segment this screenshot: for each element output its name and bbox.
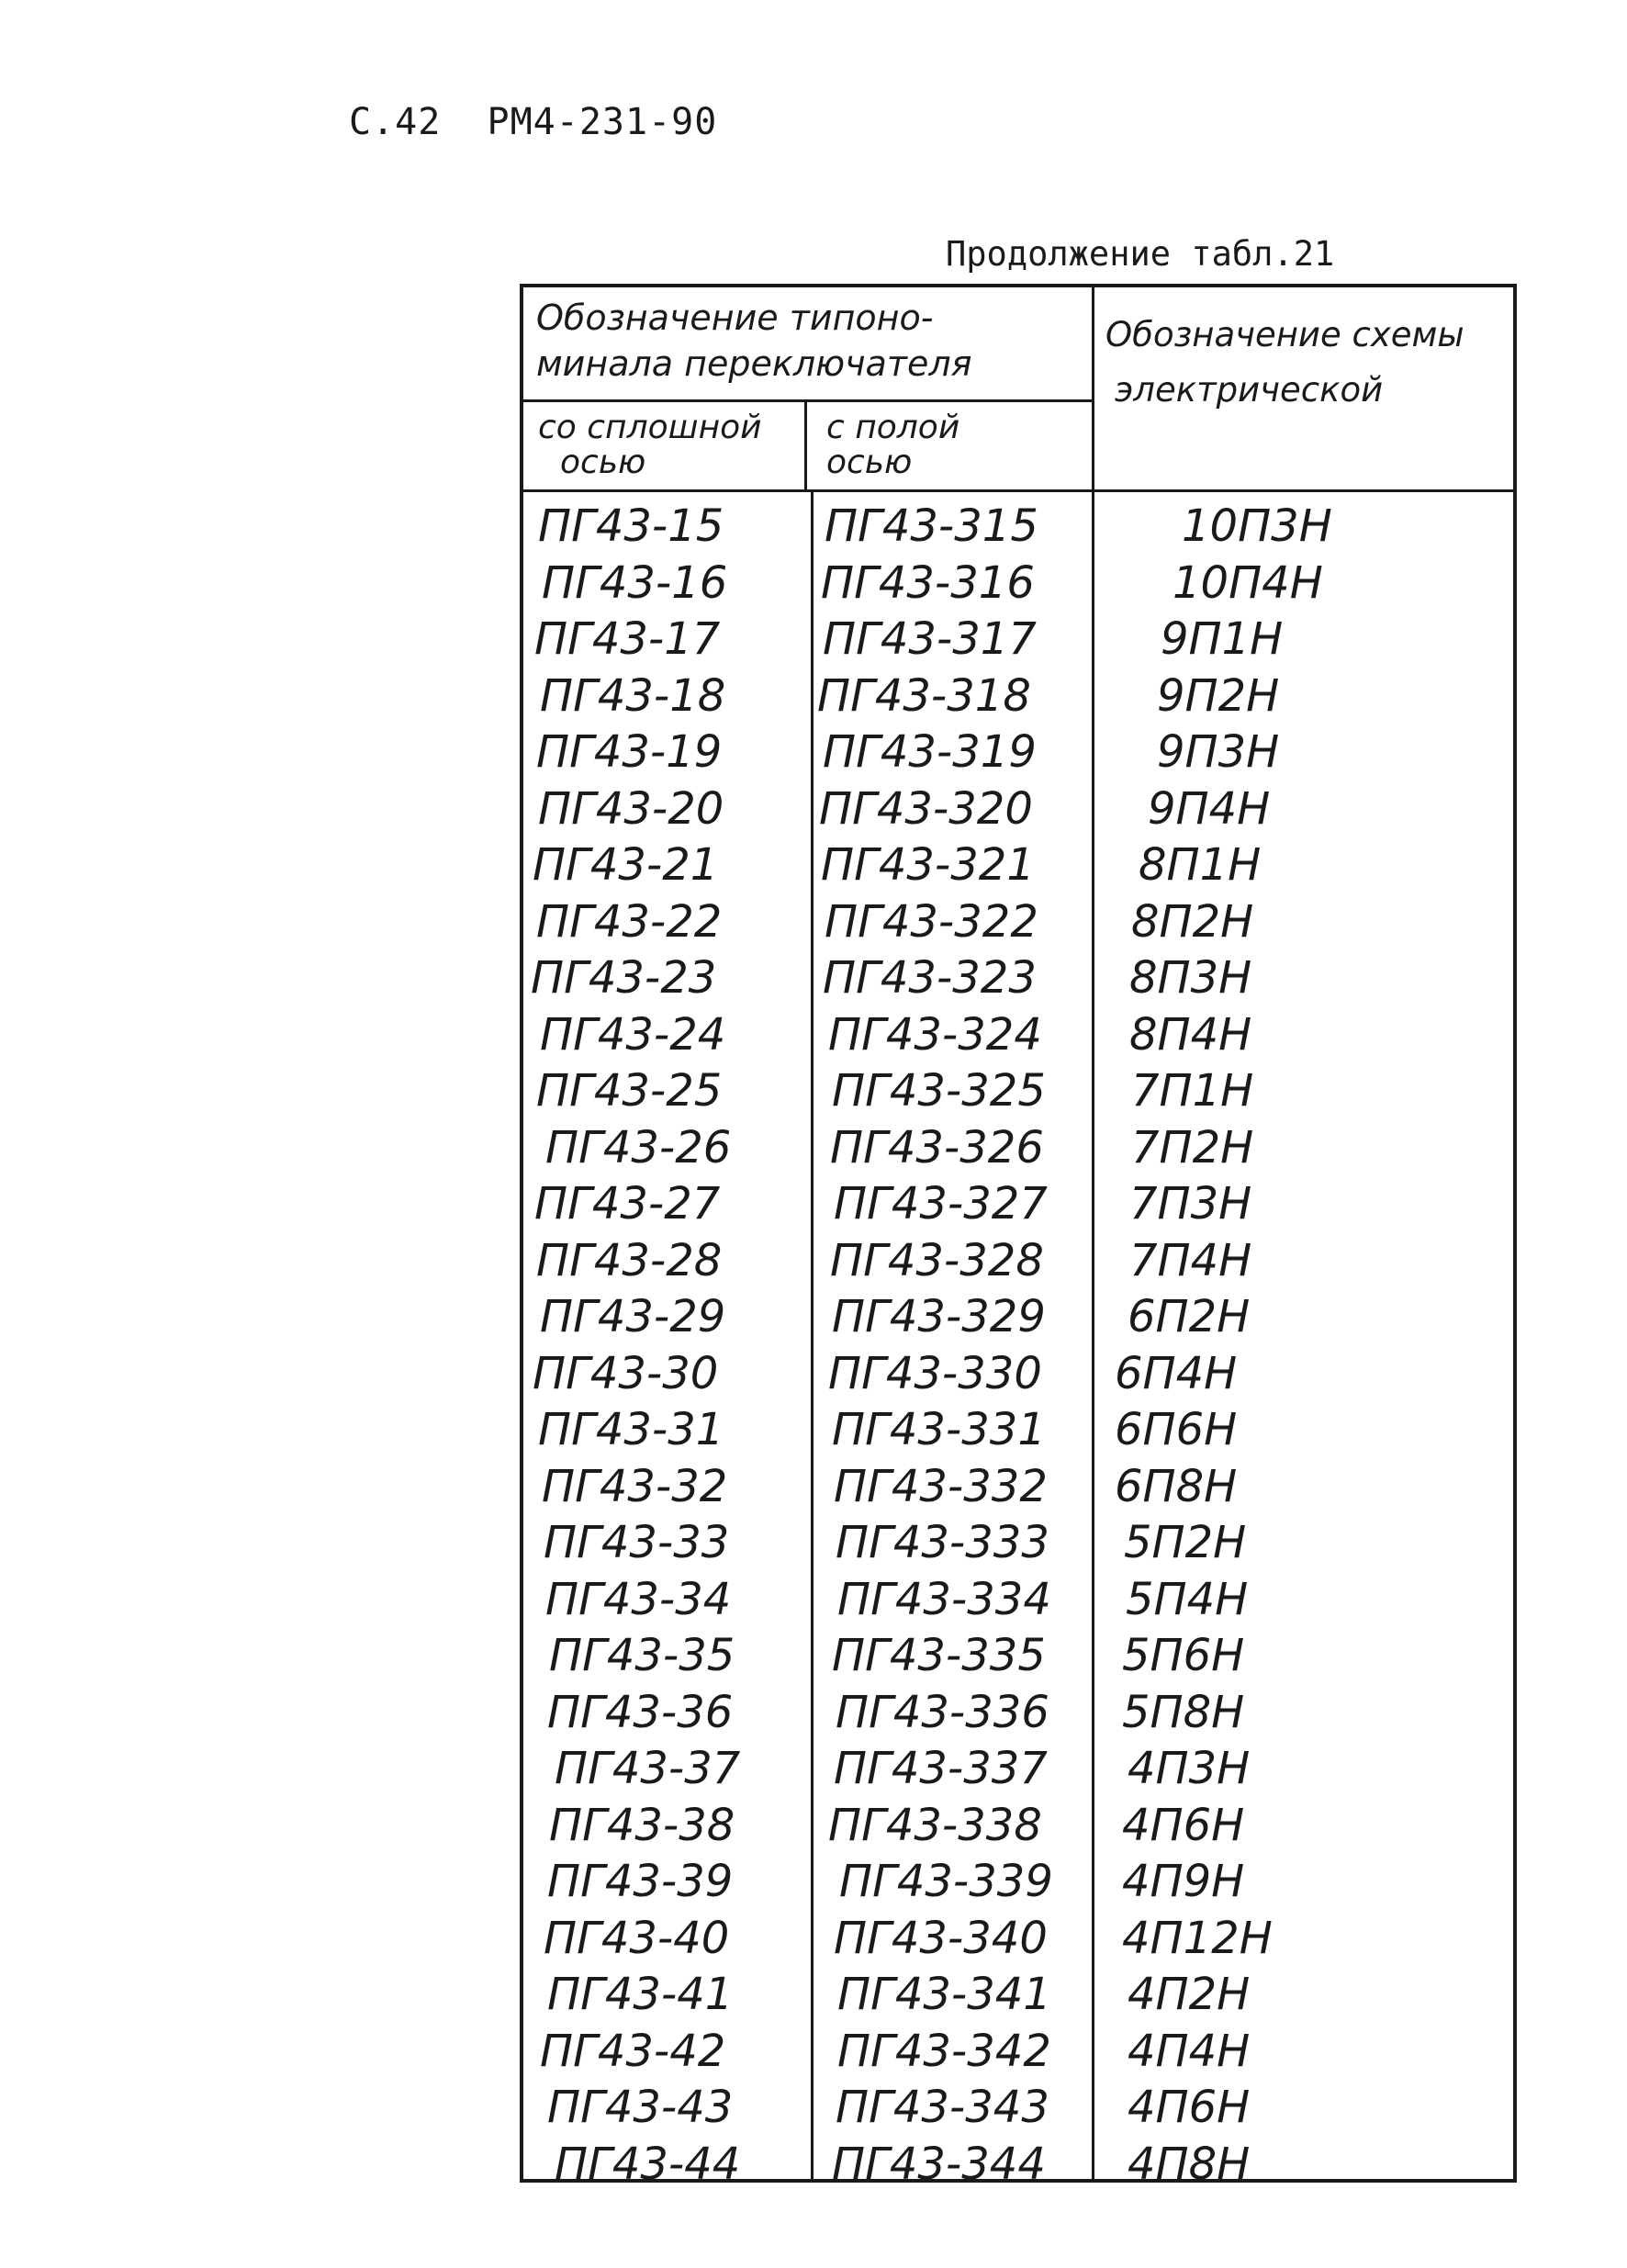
cell-scheme: 7П2Н	[1131, 1121, 1254, 1173]
cell-solid-axis: ПГ43-36	[547, 1686, 734, 1738]
cell-scheme: 9П3Н	[1157, 726, 1280, 778]
cell-solid-axis: ПГ43-18	[540, 669, 726, 722]
cell-solid-axis: ПГ43-19	[536, 726, 723, 778]
cell-scheme: 10П4Н	[1173, 556, 1323, 609]
cell-solid-axis: ПГ43-35	[549, 1630, 735, 1681]
cell-hollow-axis: ПГ43-329	[832, 1291, 1046, 1342]
cell-hollow-axis: ПГ43-333	[836, 1517, 1049, 1568]
cell-hollow-axis: ПГ43-331	[832, 1404, 1046, 1455]
cell-solid-axis: ПГ43-23	[531, 952, 717, 1004]
header-group-line-2: минала переключателя	[536, 343, 972, 384]
cell-scheme: 7П3Н	[1129, 1178, 1252, 1229]
divider-header-body	[523, 489, 1517, 492]
cell-hollow-axis: ПГ43-322	[825, 895, 1038, 948]
cell-scheme: 7П4Н	[1129, 1234, 1252, 1286]
cell-scheme: 4П6Н	[1122, 1799, 1245, 1851]
cell-scheme: 6П8Н	[1115, 1460, 1238, 1512]
cell-hollow-axis: ПГ43-339	[839, 1856, 1053, 1907]
cell-solid-axis: ПГ43-43	[547, 2082, 734, 2133]
cell-solid-axis: ПГ43-34	[545, 1573, 732, 1625]
cell-solid-axis: ПГ43-32	[542, 1460, 728, 1512]
table-caption: Продолжение табл.21	[946, 234, 1335, 274]
cell-hollow-axis: ПГ43-328	[830, 1234, 1044, 1286]
cell-scheme: 4П2Н	[1128, 1969, 1251, 2020]
cell-hollow-axis: ПГ43-335	[832, 1630, 1046, 1681]
divider-scheme-vertical	[1092, 287, 1094, 2183]
cell-hollow-axis: ПГ43-325	[832, 1065, 1046, 1117]
cell-hollow-axis: ПГ43-343	[836, 2082, 1049, 2133]
cell-hollow-axis: ПГ43-318	[817, 669, 1031, 722]
cell-solid-axis: ПГ43-30	[533, 1347, 719, 1399]
cell-scheme: 5П8Н	[1122, 1686, 1245, 1738]
cell-scheme: 9П1Н	[1161, 613, 1284, 665]
divider-body-vertical-1	[811, 492, 814, 2183]
cell-scheme: 9П2Н	[1157, 669, 1280, 722]
cell-solid-axis: ПГ43-24	[540, 1008, 726, 1061]
cell-solid-axis: ПГ43-29	[540, 1291, 726, 1342]
cell-hollow-axis: ПГ43-315	[825, 500, 1038, 552]
cell-scheme: 6П2Н	[1128, 1291, 1251, 1342]
cell-scheme: 4П8Н	[1128, 2138, 1251, 2190]
header-hollow-line-1: с полой	[826, 409, 960, 446]
cell-scheme: 6П4Н	[1115, 1347, 1238, 1399]
header-scheme-line-1: Обозначение схемы	[1105, 315, 1464, 354]
cell-scheme: 8П4Н	[1129, 1008, 1252, 1061]
cell-scheme: 8П1Н	[1139, 839, 1262, 891]
designation-table	[520, 284, 1517, 2190]
cell-hollow-axis: ПГ43-344	[832, 2138, 1046, 2190]
cell-scheme: 10П3Н	[1182, 500, 1332, 552]
cell-scheme: 4П3Н	[1128, 1743, 1251, 1794]
cell-solid-axis: ПГ43-27	[534, 1178, 721, 1229]
cell-hollow-axis: ПГ43-337	[834, 1743, 1048, 1794]
cell-solid-axis: ПГ43-16	[542, 556, 728, 609]
cell-solid-axis: ПГ43-20	[538, 782, 724, 835]
cell-solid-axis: ПГ43-31	[538, 1404, 724, 1455]
cell-hollow-axis: ПГ43-341	[837, 1969, 1051, 2020]
cell-hollow-axis: ПГ43-323	[823, 952, 1037, 1004]
cell-scheme: 4П9Н	[1122, 1856, 1245, 1907]
header-group-title	[536, 295, 972, 387]
header-scheme-title	[1105, 308, 1464, 418]
cell-hollow-axis: ПГ43-336	[836, 1686, 1049, 1738]
cell-hollow-axis: ПГ43-327	[834, 1178, 1048, 1229]
cell-solid-axis: ПГ43-39	[547, 1856, 734, 1907]
header-scheme-line-2: электрической	[1115, 370, 1384, 410]
cell-hollow-axis: ПГ43-332	[834, 1460, 1048, 1512]
cell-solid-axis: ПГ43-15	[538, 500, 724, 552]
cell-solid-axis: ПГ43-41	[547, 1969, 734, 2020]
cell-solid-axis: ПГ43-38	[549, 1799, 735, 1851]
cell-scheme: 4П6Н	[1128, 2082, 1251, 2133]
page-header: С.42 РМ4-231-90	[349, 101, 718, 143]
cell-hollow-axis: ПГ43-321	[821, 839, 1035, 891]
cell-scheme: 8П3Н	[1129, 952, 1252, 1004]
cell-solid-axis: ПГ43-37	[555, 1743, 741, 1794]
cell-scheme: 5П4Н	[1126, 1573, 1249, 1625]
cell-scheme: 4П4Н	[1128, 2025, 1251, 2077]
cell-hollow-axis: ПГ43-324	[828, 1008, 1042, 1061]
divider-group-header	[523, 399, 1092, 402]
cell-hollow-axis: ПГ43-317	[823, 613, 1037, 665]
cell-scheme: 7П1Н	[1131, 1065, 1254, 1117]
cell-hollow-axis: ПГ43-330	[828, 1347, 1042, 1399]
cell-solid-axis: ПГ43-44	[555, 2138, 741, 2190]
cell-hollow-axis: ПГ43-334	[837, 1573, 1051, 1625]
header-hollow-axis	[826, 410, 959, 480]
header-solid-line-1: со сплошной	[538, 409, 762, 446]
cell-solid-axis: ПГ43-40	[544, 1912, 730, 1964]
cell-solid-axis: ПГ43-17	[534, 613, 721, 665]
cell-solid-axis: ПГ43-25	[536, 1065, 723, 1117]
cell-scheme: 4П12Н	[1122, 1912, 1273, 1964]
cell-hollow-axis: ПГ43-338	[828, 1799, 1042, 1851]
cell-scheme: 6П6Н	[1115, 1404, 1238, 1455]
cell-solid-axis: ПГ43-21	[533, 839, 719, 891]
cell-solid-axis: ПГ43-42	[540, 2025, 726, 2077]
cell-scheme: 5П2Н	[1124, 1517, 1247, 1568]
cell-solid-axis: ПГ43-26	[545, 1121, 732, 1173]
cell-solid-axis: ПГ43-33	[544, 1517, 730, 1568]
cell-hollow-axis: ПГ43-326	[830, 1121, 1044, 1173]
cell-hollow-axis: ПГ43-319	[823, 726, 1037, 778]
cell-solid-axis: ПГ43-22	[536, 895, 723, 948]
divider-subheader-vertical	[804, 402, 807, 492]
header-group-line-1: Обозначение типоно-	[536, 298, 934, 338]
header-solid-axis	[538, 410, 762, 480]
cell-solid-axis: ПГ43-28	[536, 1234, 723, 1286]
header-hollow-line-2: осью	[826, 443, 913, 481]
cell-hollow-axis: ПГ43-340	[834, 1912, 1048, 1964]
header-solid-line-2: осью	[560, 443, 646, 481]
cell-hollow-axis: ПГ43-342	[837, 2025, 1051, 2077]
cell-hollow-axis: ПГ43-320	[819, 782, 1033, 835]
cell-scheme: 5П6Н	[1122, 1630, 1245, 1681]
cell-scheme: 9П4Н	[1148, 782, 1271, 835]
cell-scheme: 8П2Н	[1131, 895, 1254, 948]
cell-hollow-axis: ПГ43-316	[821, 556, 1035, 609]
